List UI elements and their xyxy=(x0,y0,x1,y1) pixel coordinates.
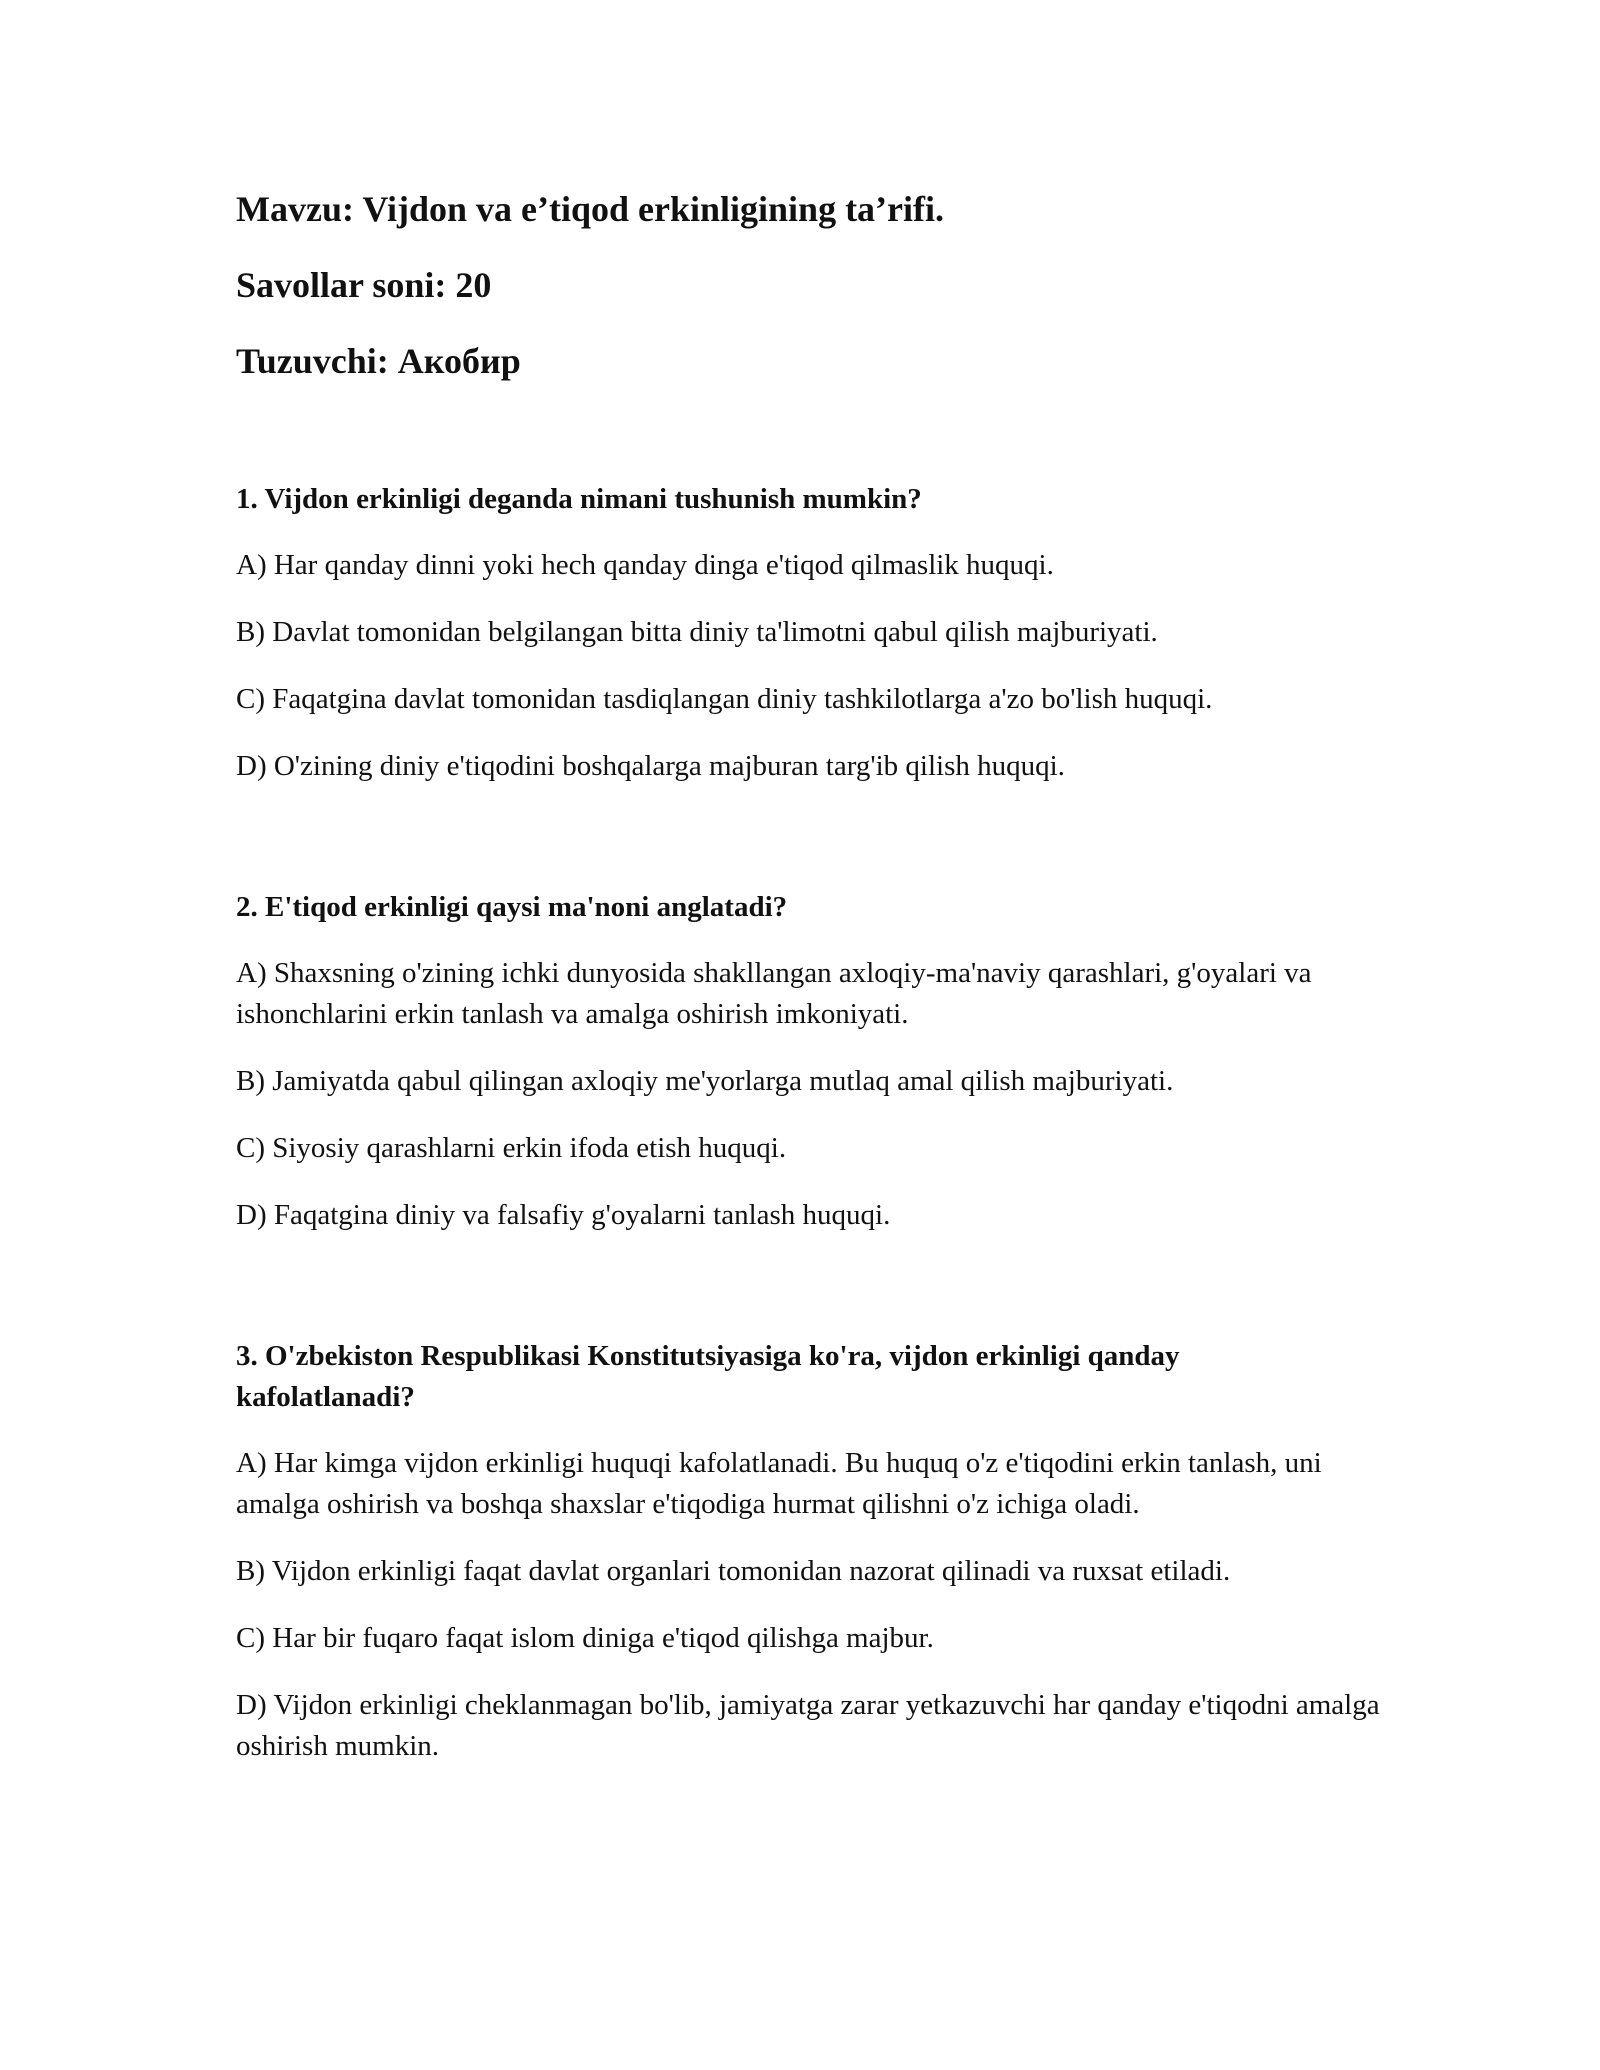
option-d: D) Vijdon erkinligi cheklanmagan bo'lib, jamiyatga zarar yetkazuvchi har qanday e'tiqodni amalga oshirish mumkin. xyxy=(236,1689,1380,1762)
question-title: 1. Vijdon erkinligi deganda nimani tushunish mumkin? xyxy=(236,483,922,515)
option-b: B) Davlat tomonidan belgilangan bitta diniy ta'limotni qabul qilish majburiyati. xyxy=(236,616,1158,648)
option-b: B) Jamiyatda qabul qilingan axloqiy me'yorlarga mutlaq amal qilish majburiyati. xyxy=(236,1065,1174,1097)
option-d: D) O'zining diniy e'tiqodini boshqalarga majburan targ'ib qilish huquqi. xyxy=(236,750,1065,782)
option-d: D) Faqatgina diniy va falsafiy g'oyalarni tanlash huquqi. xyxy=(236,1199,891,1231)
author-heading: Tuzuvchi: Акобир xyxy=(236,341,521,381)
option-a: A) Har qanday dinni yoki hech qanday dinga e'tiqod qilmaslik huquqi. xyxy=(236,549,1054,581)
option-c: C) Siyosiy qarashlarni erkin ifoda etish huquqi. xyxy=(236,1132,787,1164)
question-1 xyxy=(236,479,1396,813)
option-b: B) Vijdon erkinligi faqat davlat organlari tomonidan nazorat qilinadi va ruxsat etiladi. xyxy=(236,1555,1231,1587)
option-c: C) Faqatgina davlat tomonidan tasdiqlangan diniy tashkilotlarga a'zo bo'lish huquqi. xyxy=(236,683,1213,715)
topic-heading: Mavzu: Vijdon va e’tiqod erkinligining ta’rifi. xyxy=(236,189,945,229)
option-a: A) Shaxsning o'zining ichki dunyosida shakllangan axloqiy-ma'naviy qarashlari, g'oyalari va ishonchlarini erkin tanlash va amalga oshirish imkoniyati. xyxy=(236,957,1312,1030)
option-c: C) Har bir fuqaro faqat islom diniga e'tiqod qilishga majbur. xyxy=(236,1622,934,1654)
question-count-heading: Savollar soni: 20 xyxy=(236,265,492,305)
question-title: 2. E'tiqod erkinligi qaysi ma'noni anglatadi? xyxy=(236,891,788,923)
question-3 xyxy=(236,1336,1396,1793)
question-2 xyxy=(236,887,1396,1262)
option-a: A) Har kimga vijdon erkinligi huquqi kafolatlanadi. Bu huquq o'z e'tiqodini erkin tanlash, uni amalga oshirish va boshqa shaxslar e'tiqodiga hurmat qilishni o'z ichiga oladi. xyxy=(236,1447,1322,1520)
question-title: 3. O'zbekiston Respublikasi Konstitutsiyasiga ko'ra, vijdon erkinligi qanday kafolatlanadi? xyxy=(236,1340,1180,1413)
